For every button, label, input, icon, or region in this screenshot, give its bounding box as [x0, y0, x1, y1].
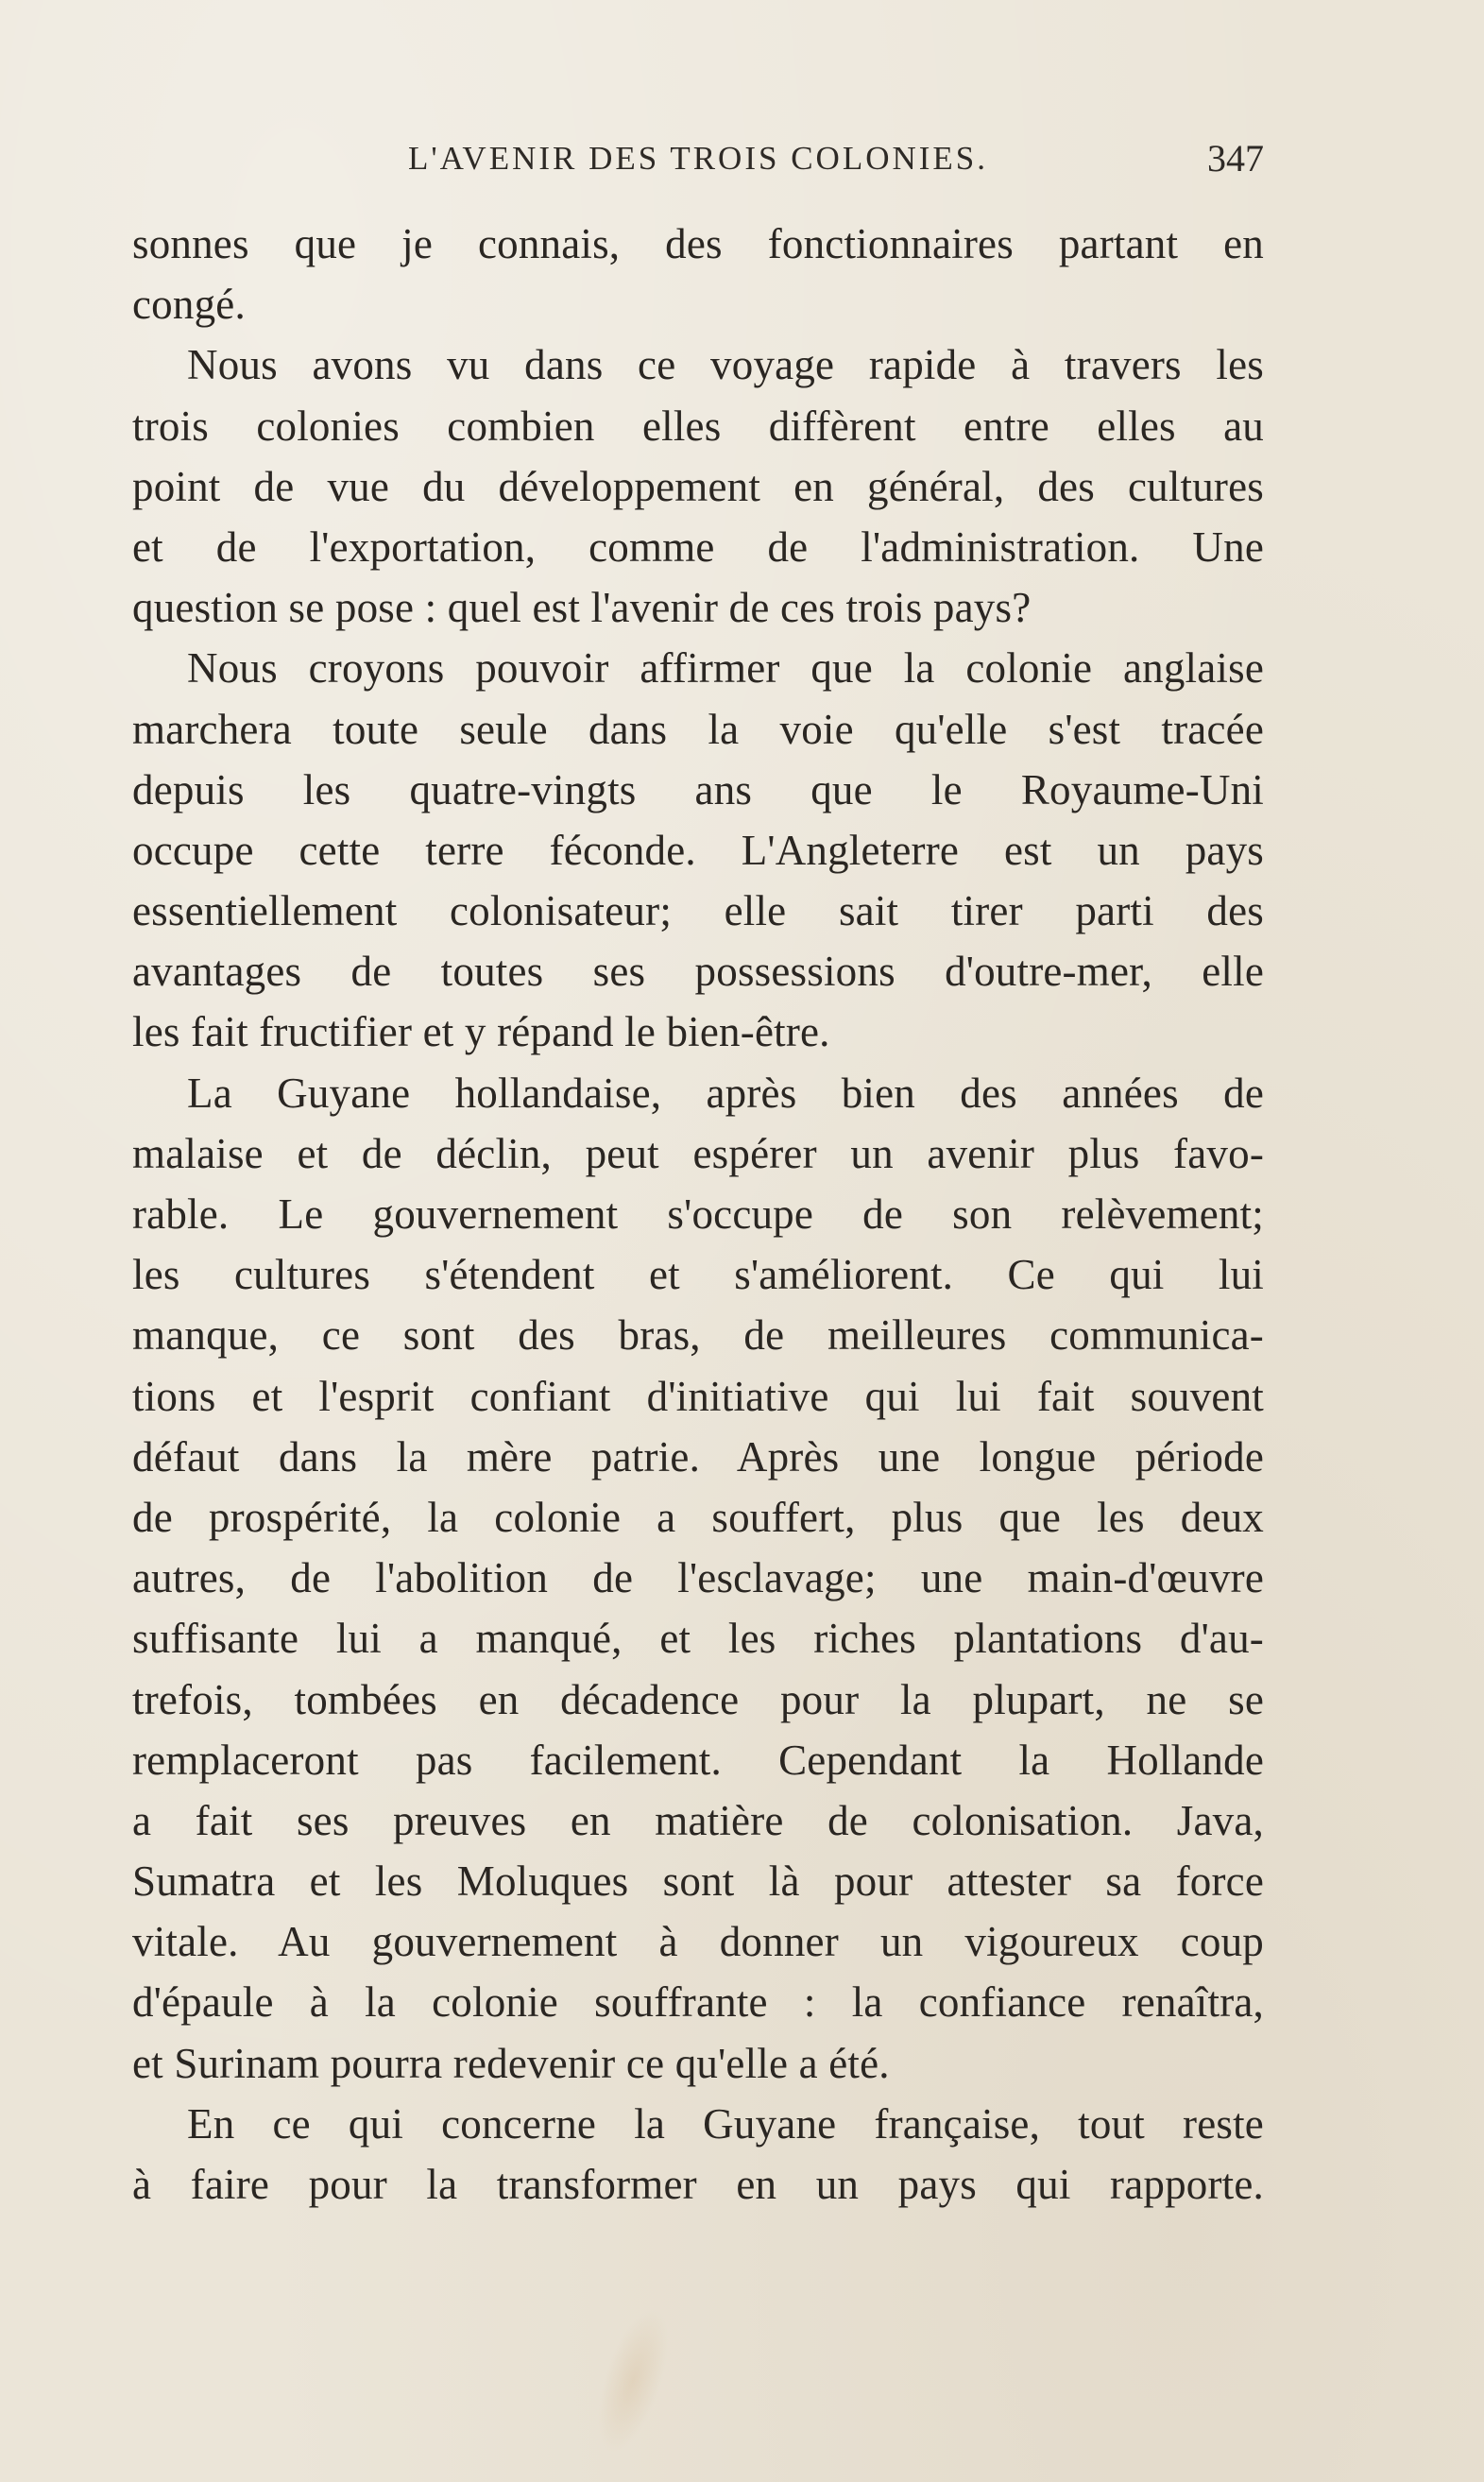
text-line: malaise et de déclin, peut espérer un avenir plus favo-	[132, 1129, 1264, 1177]
paragraph-start-line: En ce qui concerne la Guyane française, tout reste	[187, 2099, 1264, 2148]
text-line: autres, de l'abolition de l'esclavage; une main-d'œuvre	[132, 1554, 1264, 1602]
text-line: défaut dans la mère patrie. Après une longue période	[132, 1432, 1264, 1481]
text-line: vitale. Au gouvernement à donner un vigoureux coup	[132, 1918, 1264, 1966]
page-number: 347	[1207, 137, 1264, 180]
text-line: marchera toute seule dans la voie qu'elle s'est tracée	[132, 705, 1264, 753]
text-line: depuis les quatre-vingts ans que le Royaume-Uni	[132, 765, 1264, 813]
text-line: tions et l'esprit confiant d'initiative qui lui fait souvent	[132, 1372, 1264, 1420]
text-line: trois colonies combien elles diffèrent entre elles au	[132, 402, 1264, 450]
text-line: et Surinam pourra redevenir ce qu'elle a été.	[132, 2039, 890, 2087]
page-header	[132, 137, 1264, 193]
text-line: essentiellement colonisateur; elle sait tirer parti des	[132, 887, 1264, 935]
paper-stain	[583, 2301, 684, 2462]
text-line: question se pose : quel est l'avenir de ces trois pays?	[132, 584, 1032, 632]
text-line: occupe cette terre féconde. L'Angleterre est un pays	[132, 826, 1264, 874]
text-line: trefois, tombées en décadence pour la plupart, ne se	[132, 1675, 1264, 1723]
text-line: à faire pour la transformer en un pays qui rapporte.	[132, 2161, 1264, 2208]
text-line: Sumatra et les Moluques sont là pour attester sa force	[132, 1857, 1264, 1906]
paragraph-start-line: La Guyane hollandaise, après bien des années de	[187, 1069, 1264, 1117]
text-line: sonnes que je connais, des fonctionnaires partant en	[132, 220, 1264, 267]
paragraph-start-line: Nous croyons pouvoir affirmer que la colonie anglaise	[187, 644, 1264, 693]
text-line: remplaceront pas facilement. Cependant la Hollande	[132, 1736, 1264, 1784]
text-line: les fait fructifier et y répand le bien-être.	[132, 1008, 830, 1056]
text-line: de prospérité, la colonie a souffert, plus que les deux	[132, 1493, 1264, 1541]
text-line: point de vue du développement en général, des cultures	[132, 462, 1264, 510]
running-title: L'AVENIR DES TROIS COLONIES.	[407, 140, 989, 177]
text-line: congé.	[132, 281, 246, 329]
paragraph-start-line: Nous avons vu dans ce voyage rapide à travers les	[187, 341, 1264, 389]
text-line: suffisante lui a manqué, et les riches plantations d'au-	[132, 1615, 1264, 1663]
text-line: rable. Le gouvernement s'occupe de son relèvement;	[132, 1190, 1264, 1238]
text-line: manque, ce sont des bras, de meilleures communica-	[132, 1311, 1264, 1360]
body-text	[132, 214, 1264, 2215]
text-line: les cultures s'étendent et s'améliorent. Ce qui lui	[132, 1251, 1264, 1299]
text-line: et de l'exportation, comme de l'administration. Une	[132, 522, 1264, 571]
text-line: a fait ses preuves en matière de colonisation. Java,	[132, 1796, 1264, 1844]
text-line: d'épaule à la colonie souffrante : la confiance renaîtra,	[132, 1978, 1264, 2027]
text-line: avantages de toutes ses possessions d'outre-mer, elle	[132, 948, 1264, 996]
